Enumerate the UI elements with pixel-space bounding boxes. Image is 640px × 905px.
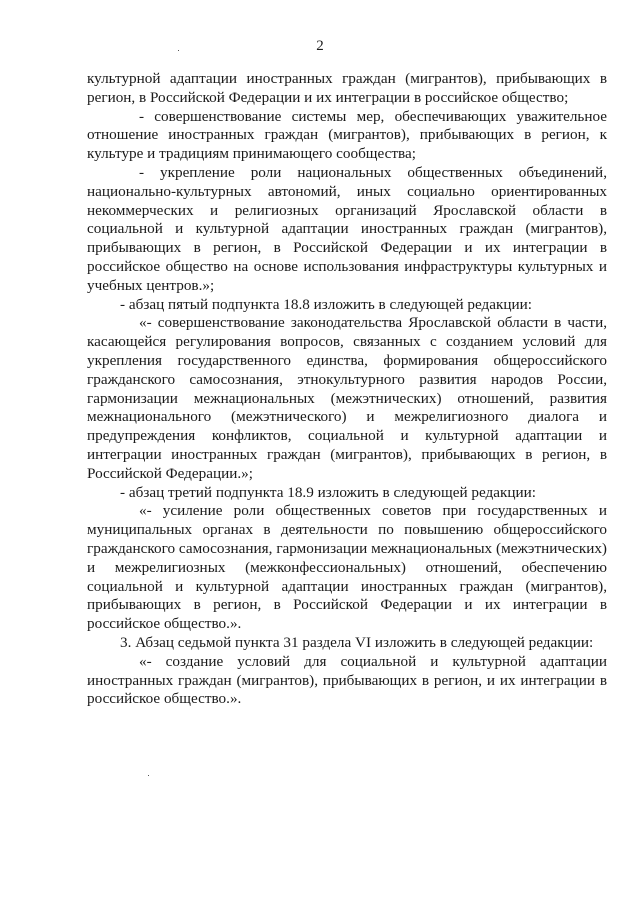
paragraph-list-item: - укрепление роли национальных общественных объединений, национально-культурных автономий, иных социально ориентированных некоммерческих и религиозных организаций Ярославской области в социальной и культурной адаптации иностранных граждан (мигрантов), прибывающих в регион, в Российской Федерации и их интеграции в российское общество на основе использования инфраструктуры культурных и учебных центров.»;: [87, 163, 607, 294]
paragraph-numbered-item: 3. Абзац седьмой пункта 31 раздела VI изложить в следующей редакции:: [120, 633, 594, 651]
page-number: 2: [316, 38, 324, 54]
paragraph-amendment-instruction: - абзац третий подпункта 18.9 изложить в следующей редакции:: [120, 483, 536, 501]
document-body: [87, 70, 607, 709]
paragraph-quoted-amendment: «- создание условий для социальной и культурной адаптации иностранных граждан (мигрантов), прибывающих в регион, и их интеграции в российское общество.».: [87, 652, 607, 708]
paragraph-quoted-amendment: «- усиление роли общественных советов при государственных и муниципальных органах в деятельности по повышению общероссийского гражданского самосознания, гармонизации межнациональных (межэтнических) и межрелигиозных (межконфессиональных) отношений, обеспечению социальной и культурной адаптации иностранных граждан (мигрантов), прибывающих в регион, в Российской Федерации и их интеграции в российское общество.».: [87, 502, 607, 633]
paragraph-continuation: культурной адаптации иностранных граждан (мигрантов), прибывающих в регион, в Российской Федерации и их интеграции в российское общество;: [87, 70, 607, 106]
paragraph-amendment-instruction: - абзац пятый подпункта 18.8 изложить в следующей редакции:: [120, 295, 532, 313]
paragraph-quoted-amendment: «- совершенствование законодательства Ярославской области в части, касающейся регулирования вопросов, связанных с созданием условий для укрепления государственного единства, формирования общероссийского гражданского самосознания, этнокультурного развития народов России, гармонизации межнациональных (межэтнических) отношений, развития межнационального (межэтнического) и межрелигиозного диалога и предупреждения конфликтов, социальной и культурной адаптации и интеграции иностранных граждан (мигрантов), прибывающих в регион, в Российской Федерации.»;: [87, 314, 607, 482]
paragraph-list-item: - совершенствование системы мер, обеспечивающих уважительное отношение иностранных граждан (мигрантов), прибывающих в регион, к культуре и традициям принимающего сообщества;: [87, 107, 607, 163]
